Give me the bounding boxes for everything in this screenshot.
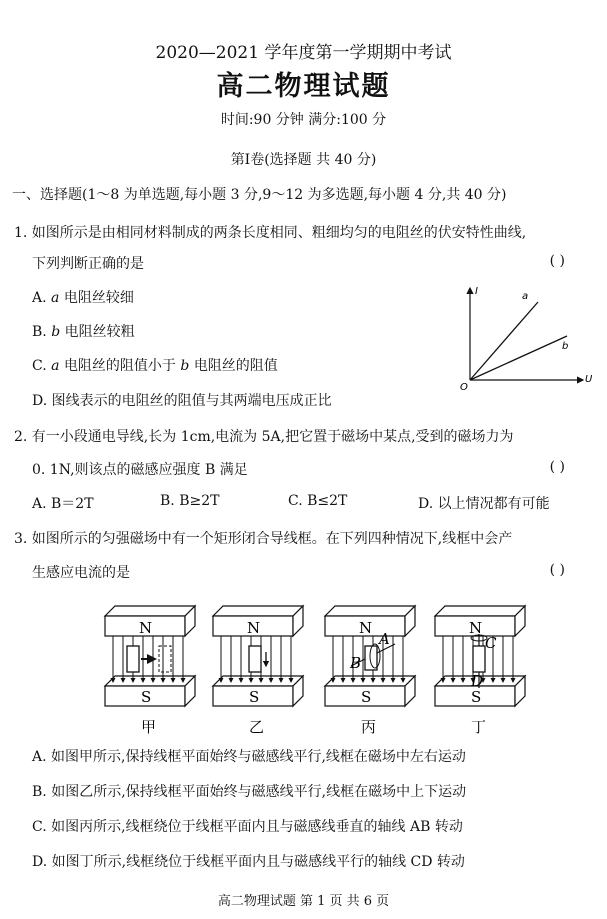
page-footer: 高二物理试题 第 1 页 共 6 页 [217, 894, 390, 909]
axis-c-label: C [485, 634, 497, 652]
time-info: 时间:90 分钟 满分:100 分 [220, 112, 387, 128]
south-label: S [249, 688, 260, 706]
option-text: 电阻丝较粗 [64, 324, 135, 340]
figure-label: 乙 [249, 718, 265, 736]
q1-option-b [32, 321, 135, 341]
figure-ding [435, 606, 525, 736]
q2-stem-line1: 2. 有一小段通电导线,长为 1cm,电流为 5A,把它置于磁场中某点,受到的磁场力为 [14, 429, 514, 445]
line-b-label: b [562, 341, 569, 352]
q2-answer-paren: ( ) [549, 459, 565, 475]
q1-answer-paren: ( ) [549, 253, 565, 269]
option-text2: 电阻丝的阻值 [193, 358, 278, 374]
q1-stem-line1: 1. 如图所示是由相同材料制成的两条长度相同、粗细均匀的电阻丝的伏安特性曲线, [14, 225, 527, 241]
exam-title: 2020—2021 学年度第一学期期中考试 [155, 43, 452, 63]
axis-b-label: B [350, 654, 362, 672]
north-label: N [247, 619, 261, 637]
figure-label: 丁 [471, 718, 487, 736]
south-label: S [361, 688, 372, 706]
option-letter: A. [32, 290, 47, 306]
option-text: 电阻丝的阻值小于 [63, 358, 176, 374]
q3-option-b: B. 如图乙所示,保持线框平面始终与磁感线平行,线框在磁场中上下运动 [32, 784, 467, 800]
iu-graph [455, 282, 595, 392]
north-label: N [469, 619, 483, 637]
option-letter: B. [32, 324, 47, 340]
option-text: 电阻丝较细 [63, 290, 134, 306]
q2-option-c: C. B≤2T [288, 493, 348, 509]
option-var2: b [180, 358, 190, 374]
q3-option-d: D. 如图丁所示,线框绕位于线框平面内且与磁感线平行的轴线 CD 转动 [32, 854, 465, 870]
line-a [470, 302, 538, 380]
q3-stem-line2: 生感应电流的是 [32, 565, 130, 581]
q2-stem-line2: 0. 1N,则该点的磁感应强度 B 满足 [32, 462, 248, 478]
q2-option-d: D. 以上情况都有可能 [418, 496, 550, 512]
option-var: a [51, 358, 60, 374]
figure-bing [325, 606, 415, 736]
q1-option-a [32, 287, 134, 307]
q2-option-b: B. B≥2T [160, 493, 220, 509]
q2-option-a: A. B＝2T [32, 496, 94, 512]
option-letter: C. [32, 358, 47, 374]
figure-jia [105, 606, 195, 736]
figure-label: 甲 [141, 718, 157, 736]
line-b [470, 336, 567, 380]
q3-option-c: C. 如图丙所示,线框绕位于线框平面内且与磁感线垂直的轴线 AB 转动 [32, 819, 463, 835]
q3-stem-line1: 3. 如图所示的匀强磁场中有一个矩形闭合导线框。在下列四种情况下,线框中会产 [14, 531, 513, 547]
subject-title: 高二物理试题 [216, 71, 391, 102]
q3-option-a: A. 如图甲所示,保持线框平面始终与磁感线平行,线框在磁场中左右运动 [32, 749, 466, 765]
axis-d-label: D [471, 672, 484, 690]
part-title: 第Ⅰ卷(选择题 共 40 分) [230, 152, 377, 168]
north-label: N [359, 619, 373, 637]
origin-label: O [460, 382, 468, 392]
north-label: N [139, 619, 153, 637]
south-label: S [141, 688, 152, 706]
u-axis-label: U [585, 374, 593, 385]
magnet-figures [0, 596, 607, 736]
q1-option-d [32, 390, 332, 410]
q1-stem-line2: 下列判断正确的是 [32, 256, 144, 272]
q3-answer-paren: ( ) [549, 562, 565, 578]
option-var: b [51, 324, 61, 340]
south-label: S [471, 688, 482, 706]
q1-option-c [32, 355, 278, 375]
axis-a-label: A [379, 630, 390, 648]
figure-yi [213, 606, 303, 736]
section-title: 一、选择题(1～8 为单选题,每小题 3 分,9～12 为多选题,每小题 4 分,共 40 分) [12, 187, 507, 203]
option-text: 图线表示的电阻丝的阻值与其两端电压成正比 [51, 393, 332, 409]
line-a-label: a [522, 291, 529, 302]
i-axis-label: I [475, 286, 478, 297]
option-var: a [51, 290, 60, 306]
option-letter: D. [32, 393, 48, 409]
figure-label: 丙 [361, 718, 377, 736]
